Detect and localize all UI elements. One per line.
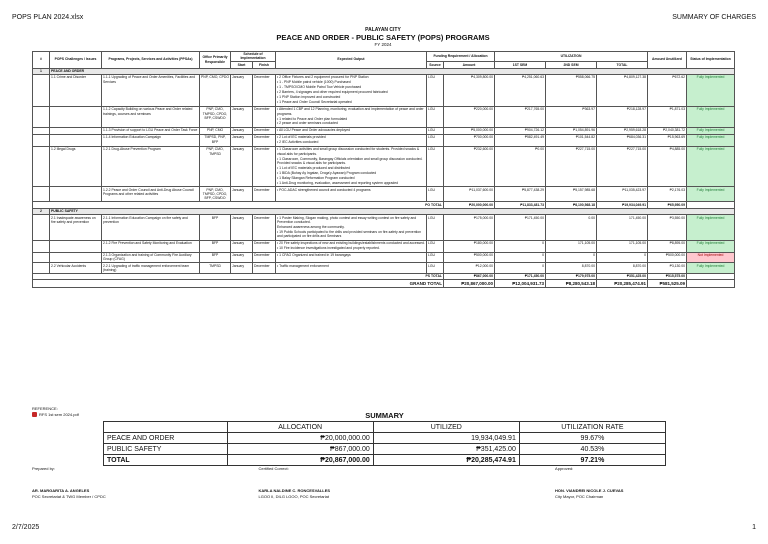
challenge-cell	[50, 106, 102, 127]
summary-total-row	[104, 455, 666, 466]
ppa-cell: 2.1.3 Organization and training of Community Fire Auxiliary Group (CFAG)	[102, 252, 200, 263]
pdf-icon	[32, 412, 37, 417]
pops-plan-table	[32, 51, 735, 289]
grand-total-row	[33, 280, 735, 288]
total-cell: ₱684,036.31	[597, 134, 648, 146]
status-badge: Fully Implemented	[687, 187, 735, 202]
summary-header-rate: UTILIZATION RATE	[519, 422, 665, 433]
amount-cell: ₱500,000.00	[444, 252, 495, 263]
certified-signatory	[259, 488, 486, 500]
expected-output-cell	[276, 263, 427, 274]
expected-output-item: • 1 Classroom activities and small group discussion conducted for students. Provided snacks & visual aids for participants.	[277, 147, 420, 156]
table-row	[33, 187, 735, 202]
finish-cell: December	[253, 106, 276, 127]
subtotal-amount: ₱20,000,000.00	[444, 202, 495, 208]
approved-label: Approved:	[555, 466, 574, 471]
subtotal-sem1: ₱11,833,481.73	[495, 202, 546, 208]
expected-output-item: • 1 Classroom, Community, Barangay Officials orientation and small group discussion conducted. Provided snacks & visual aids for participants.	[277, 156, 423, 165]
row-number-cell	[33, 74, 50, 106]
row-number-cell	[33, 215, 50, 241]
summary-header-allocation: ALLOCATION	[227, 422, 373, 433]
subtotal-label: PS TOTAL	[33, 273, 444, 279]
col-unutilized: Amount Unutilized	[648, 51, 687, 68]
expected-output-cell	[276, 252, 427, 263]
sem1-cell: 0	[495, 240, 546, 252]
subtotal-sem2: ₱8,100,568.18	[546, 202, 597, 208]
challenge-cell: 2.1 Inadequate awareness on fire safety and prevention	[50, 215, 102, 241]
total-cell: ₱11,035,423.97	[597, 187, 648, 202]
ppa-cell: 1.2.1 Drug-Abuse Prevention Program	[102, 146, 200, 186]
col-source: Source	[427, 62, 444, 68]
ppa-cell: 1.1.4 Information Education Campaign	[102, 134, 200, 146]
col-expected: Expected Output	[276, 51, 427, 68]
expected-output-cell	[276, 240, 427, 252]
total-cell: 0	[597, 252, 648, 263]
subtotal-unutilized: ₱515,575.00	[648, 273, 687, 279]
section-label: PUBLIC SAFETY	[50, 208, 735, 214]
challenge-cell: 2.2 Vehicular Accidents	[50, 263, 102, 274]
expected-output-item: • 1 related to Peace and Order plan formulated	[277, 116, 348, 121]
finish-cell: December	[253, 74, 276, 106]
finish-cell: December	[253, 187, 276, 202]
expected-output-item: Enhanced awareness among the community.	[277, 224, 345, 229]
office-cell: PNP, CMO, TMPSD	[200, 146, 231, 186]
expected-output-cell	[276, 134, 427, 146]
prepared-name: AR. MARGARITA A. ANGELES	[32, 488, 90, 493]
office-cell: TMPSD	[200, 263, 231, 274]
prepared-signatory	[32, 488, 259, 500]
source-cell: LGU	[427, 263, 444, 274]
row-number-cell	[33, 127, 50, 134]
amount-cell: ₱5,000,000.00	[444, 127, 495, 134]
expected-output-item: • 1 Poster Making, Slogan making, photo contest and essay writing contest on fire safety and Prevention conducted.	[277, 215, 417, 224]
certified-title: LGOO II, DILG LGOO, POC Secretariat	[258, 494, 329, 499]
table-row	[33, 74, 735, 106]
office-cell: BFP	[200, 240, 231, 252]
subtotal-total: ₱19,934,049.91	[597, 202, 648, 208]
ppa-cell: 1.2.2 Peace and Order Council and Anti-Drug Abuse Council Programs and other related activities	[102, 187, 200, 202]
subtotal-sem2: ₱179,975.00	[546, 273, 597, 279]
status-badge: Fully Implemented	[687, 106, 735, 127]
sheet-name: SUMMARY OF CHARGES	[672, 14, 756, 21]
challenge-cell	[50, 187, 102, 202]
expected-output-cell	[276, 74, 427, 106]
source-cell: LGU	[427, 187, 444, 202]
unutilized-cell: ₱15,963.69	[648, 134, 687, 146]
finish-cell: December	[253, 215, 276, 241]
unutilized-cell: ₱3,130.00	[648, 263, 687, 274]
amount-cell: ₱220,000.00	[444, 106, 495, 127]
col-schedule: Schedule of Implementation	[231, 51, 276, 62]
col-sem1: 1ST SEM	[495, 62, 546, 68]
grand-total-sem2: ₱8,280,543.18	[546, 280, 597, 288]
challenge-cell	[50, 252, 102, 263]
finish-cell: December	[253, 240, 276, 252]
col-amount: Amount	[444, 62, 495, 68]
amount-cell: ₱175,000.00	[444, 215, 495, 241]
sem2-cell: ₱1,054,891.96	[546, 127, 597, 134]
challenge-cell: 1.1 Crime and Disorder	[50, 74, 102, 106]
expected-output-cell	[276, 215, 427, 241]
status-badge: Fully Implemented	[687, 127, 735, 134]
expected-output-item: • Attended 1 CBP and 12 Planning, monitoring, evaluation and implementation of peace and order programs.	[277, 107, 424, 116]
unutilized-cell: ₱1,871.03	[648, 106, 687, 127]
expected-output-item: • 1 - PNP Mobile patrol vehicle (1000) Purchased	[277, 80, 351, 85]
unutilized-cell: ₱3,550.00	[648, 215, 687, 241]
amount-cell: ₱12,000.00	[444, 263, 495, 274]
expected-output-item: • 2 Lot of IEC materials provided	[277, 135, 326, 140]
table-row	[33, 215, 735, 241]
expected-output-item: • 2 Barriers, 4 signages and other required equipment procured fabricated	[277, 90, 388, 95]
source-cell: LGU	[427, 252, 444, 263]
summary-header-utilized: UTILIZED	[373, 422, 519, 433]
sem2-cell: ₱101,544.82	[546, 134, 597, 146]
total-cell: ₱218,128.97	[597, 106, 648, 127]
sem1-cell: ₱171,450.00	[495, 215, 546, 241]
start-cell: January	[231, 74, 253, 106]
total-cell: ₱227,715.00	[597, 146, 648, 186]
table-row	[33, 106, 735, 127]
page-number: 1	[752, 524, 756, 531]
approved-name: HON. VIANDREI NICOLE J. CUEVAS	[555, 488, 624, 493]
document	[32, 28, 734, 288]
office-cell: PNP, CMO, TMPSD, CPDO, BFP, CSWDO	[200, 106, 231, 127]
expected-output-item: • 1 - TMPSO/CMO Mobile Patrol Tow Vehicle purchased	[277, 85, 362, 90]
summary-utilized: ₱351,425.00	[373, 444, 519, 455]
reference-link[interactable]	[32, 412, 79, 418]
start-cell: January	[231, 127, 253, 134]
source-cell: LGU	[427, 215, 444, 241]
col-status: Status of Implementation	[687, 51, 735, 68]
unutilized-cell: ₱672.62	[648, 74, 687, 106]
finish-cell: December	[253, 146, 276, 186]
summary-row	[104, 444, 666, 455]
expected-output-item: • 1 PNP Station improved and constructed	[277, 95, 341, 100]
unutilized-cell: ₱2,176.03	[648, 187, 687, 202]
sem1-cell: ₱0.00	[495, 146, 546, 186]
col-finish: Finish	[253, 62, 276, 68]
summary-utilized: 19,934,049.91	[373, 433, 519, 444]
challenge-cell	[50, 240, 102, 252]
sem2-cell: 171,105.00	[546, 240, 597, 252]
grand-total-blank	[687, 280, 735, 288]
sem2-cell: ₱5,157,985.68	[546, 187, 597, 202]
start-cell: January	[231, 134, 253, 146]
sem2-cell: 0	[546, 252, 597, 263]
source-cell: LGU	[427, 106, 444, 127]
ppa-cell: 2.1.2 Fire Prevention and Safety Monitoring and Evaluation	[102, 240, 200, 252]
subtotal-sem1: ₱171,450.00	[495, 273, 546, 279]
start-cell: January	[231, 187, 253, 202]
challenge-cell	[50, 127, 102, 134]
grand-total-sem1: ₱12,004,931.73	[495, 280, 546, 288]
status-badge: Fully Implemented	[687, 240, 735, 252]
summary-total-label: TOTAL	[104, 455, 228, 466]
subtotal-unutilized: ₱65,950.09	[648, 202, 687, 208]
ppa-cell: 1.1.3 Provision of support to LGU Peace and Order Task Force	[102, 127, 200, 134]
total-cell: ₱4,809,127.38	[597, 74, 648, 106]
office-cell: PNP, CMO, TMPSD, CPDO, BFP, CSWDO	[200, 187, 231, 202]
ppa-cell: 2.1.1 Information Education Campaign on fire safety and prevention	[102, 215, 200, 241]
grand-total-label: GRAND TOTAL	[33, 280, 444, 288]
sem1-cell: 0	[495, 263, 546, 274]
office-cell: PNP, CMO	[200, 127, 231, 134]
sem1-cell: ₱582,491.49	[495, 134, 546, 146]
certified-label: Certified Correct:	[258, 466, 289, 471]
col-challenges: POPS Challenges / Issues	[50, 51, 102, 68]
col-sem2: 2ND SEM	[546, 62, 597, 68]
expected-output-item: • 2 Office Fixtures and 2 equipment procured for PNP Station	[277, 75, 369, 80]
summary-header-blank	[104, 422, 228, 433]
amount-cell: ₱11,037,600.00	[444, 187, 495, 202]
finish-cell: December	[253, 263, 276, 274]
sem2-cell: ₱558,066.75	[546, 74, 597, 106]
subtotal-amount: ₱867,000.00	[444, 273, 495, 279]
grand-total-total: ₱20,285,474.91	[597, 280, 648, 288]
sem2-cell: ₱363.97	[546, 106, 597, 127]
sem1-cell: ₱4,251,060.63	[495, 74, 546, 106]
col-ppas: Programs, Projects, Services and Activities (PPSAs)	[102, 51, 200, 68]
row-number-cell	[33, 187, 50, 202]
challenge-cell	[50, 134, 102, 146]
table-row	[33, 127, 735, 134]
page-header	[12, 14, 756, 21]
source-cell: LGU	[427, 240, 444, 252]
status-badge: Fully Implemented	[687, 74, 735, 106]
row-number-cell	[33, 134, 50, 146]
expected-output-item: • 1 Balay Silangan Reformation Program conducted	[277, 175, 355, 180]
row-number-cell	[33, 240, 50, 252]
amount-cell: ₱700,000.00	[444, 134, 495, 146]
sem2-cell: 8,870.00	[546, 263, 597, 274]
file-name: POPS PLAN 2024.xlsx	[12, 14, 84, 21]
ppa-cell: 1.1.1 Upgrading of Peace and Order Amenities, Facilities and Services	[102, 74, 200, 106]
reference-block	[32, 406, 79, 417]
sem2-cell: ₱227,715.00	[546, 146, 597, 186]
expected-output-item: • 10 Fire incidence investigations investigated and properly reported.	[277, 246, 380, 251]
office-cell: TMPSD, PNP, BFP	[200, 134, 231, 146]
table-row	[33, 263, 735, 274]
total-cell: ₱2,959,618.28	[597, 127, 648, 134]
summary-rate: 40.53%	[519, 444, 665, 455]
start-cell: January	[231, 240, 253, 252]
challenge-cell: 1.2 Illegal Drugs	[50, 146, 102, 186]
signature-block	[32, 466, 732, 500]
col-utilization: UTILIZATION	[495, 51, 648, 62]
source-cell: LGU	[427, 134, 444, 146]
subtotal-total: ₱351,425.00	[597, 273, 648, 279]
status-badge: Fully Implemented	[687, 146, 735, 186]
start-cell: January	[231, 215, 253, 241]
summary-block	[103, 411, 666, 466]
unutilized-cell: ₱500,000.00	[648, 252, 687, 263]
approved-signatory	[555, 488, 732, 500]
certified-name: KARLA NALDINE C. RONCESVALLES	[258, 488, 331, 493]
row-number-cell	[33, 263, 50, 274]
status-badge: Fully Implemented	[687, 134, 735, 146]
prepared-label: Prepared by:	[32, 466, 55, 471]
table-row	[33, 240, 735, 252]
expected-output-cell	[276, 187, 427, 202]
row-number-cell	[33, 106, 50, 127]
col-funding: Funding Requirement / Allocation	[427, 51, 495, 62]
expected-output-item: • 2 IEC Activities conducted	[277, 140, 319, 145]
summary-table	[103, 421, 666, 466]
reference-link-text: RFS 1st sem 2024.pdf	[39, 411, 79, 417]
header-row	[33, 51, 735, 62]
ppa-cell: 1.1.2 Capacity Building on various Peace and Order related trainings, courses and seminars	[102, 106, 200, 127]
sem1-cell: ₱904,726.12	[495, 127, 546, 134]
print-date: 2/7/2025	[12, 524, 40, 531]
col-start: Start	[231, 62, 253, 68]
expected-output-item: • 1 Lot of IEC materials produced and distributed	[277, 165, 350, 170]
amount-cell: ₱4,309,800.00	[444, 74, 495, 106]
approved-title: City Mayor, POC Chairman	[555, 494, 604, 499]
unutilized-cell: ₱2,040,381.72	[648, 127, 687, 134]
subtotal-label: PO TOTAL	[33, 202, 444, 208]
table-row	[33, 252, 735, 263]
expected-output-item: • 1 Peace and Order Council Secretariat operated	[277, 100, 352, 105]
row-number-cell	[33, 252, 50, 263]
plan-body	[33, 68, 735, 280]
sem2-cell: 0.00	[546, 215, 597, 241]
sem1-cell: ₱5,877,438.29	[495, 187, 546, 202]
expected-output-item: • 1 BIDA (Buhay Ay Ingatan, Droga'y Ayawan) Program conducted	[277, 170, 377, 175]
unutilized-cell: ₱8,895.00	[648, 240, 687, 252]
expected-output-item: • Traffic management enforcement	[277, 263, 329, 268]
row-number-cell	[33, 146, 50, 186]
summary-allocation: ₱867,000.00	[227, 444, 373, 455]
grand-total-unutilized: ₱581,525.09	[648, 280, 687, 288]
total-cell: 171,105.00	[597, 240, 648, 252]
expected-output-cell	[276, 146, 427, 186]
summary-total-utilized: ₱20,285,474.91	[373, 455, 519, 466]
summary-total-allocation: ₱20,867,000.00	[227, 455, 373, 466]
start-cell: January	[231, 106, 253, 127]
expected-output-item: • 20 Fire safety inspections of new and existing buildings/establishments conducted and accessed.	[277, 241, 425, 246]
reference-label: REFERENCE:	[32, 406, 58, 411]
expected-output-item: • 19 Public Schools participated to fire drills and provided seminars on fire-safety and prevention and participated on fire drills and Seminars	[277, 229, 422, 239]
summary-row	[104, 433, 666, 444]
summary-title: SUMMARY	[365, 411, 404, 420]
expected-output-item: • 1 Anti-Drug monitoring, evaluation, assessment and reporting system upgraded	[277, 180, 399, 185]
expected-output-item: • 1 CFAG Organized and trained in 19 barangays	[277, 253, 351, 257]
city-name: PALAYAN CITY	[365, 27, 401, 33]
unutilized-cell: ₱4,885.00	[648, 146, 687, 186]
amount-cell: ₱232,600.00	[444, 146, 495, 186]
section-label: PEACE AND ORDER	[50, 68, 735, 74]
title-block	[32, 28, 734, 48]
amount-cell: ₱180,000.00	[444, 240, 495, 252]
expected-output-item: • All LGU Peace and Order advocacies deployed	[277, 128, 350, 133]
expected-output-cell	[276, 106, 427, 127]
expected-output-cell	[276, 127, 427, 134]
office-cell: BFP	[200, 252, 231, 263]
source-cell: LGU	[427, 127, 444, 134]
finish-cell: December	[253, 134, 276, 146]
office-cell: BFP	[200, 215, 231, 241]
table-row	[33, 134, 735, 146]
expected-output-item: • POC-ADAC strengthened council and conducted 4 programs	[277, 187, 371, 192]
col-total: TOTAL	[597, 62, 648, 68]
table-row	[33, 146, 735, 186]
section-number: 1	[33, 68, 50, 74]
summary-header-row	[104, 422, 666, 433]
fiscal-year: FY 2024	[374, 42, 392, 48]
status-badge: Not Implemented	[687, 252, 735, 263]
report-title: PEACE AND ORDER - PUBLIC SAFETY (POPS) PROGRAMS	[276, 32, 490, 42]
col-num: #	[33, 51, 50, 68]
expected-output-item: • 2 peace and order seminars conducted	[277, 121, 338, 126]
total-cell: 171,450.00	[597, 215, 648, 241]
grand-total-amount: ₱20,867,000.00	[444, 280, 495, 288]
summary-label: PUBLIC SAFETY	[104, 444, 228, 455]
sem1-cell: ₱217,765.00	[495, 106, 546, 127]
finish-cell: December	[253, 252, 276, 263]
prepared-title: POC Secretariat & TWG Member / CPDC	[32, 494, 106, 499]
start-cell: January	[231, 263, 253, 274]
sem1-cell: 0	[495, 252, 546, 263]
source-cell: LGU	[427, 146, 444, 186]
total-cell: 8,870.00	[597, 263, 648, 274]
col-office: Office Primarily Responsible	[200, 51, 231, 68]
summary-rate: 99.67%	[519, 433, 665, 444]
office-cell: PNP, CMO, CPDO	[200, 74, 231, 106]
summary-label: PEACE AND ORDER	[104, 433, 228, 444]
start-cell: January	[231, 146, 253, 186]
section-number: 2	[33, 208, 50, 214]
status-badge: Fully Implemented	[687, 215, 735, 241]
summary-total-rate: 97.21%	[519, 455, 665, 466]
start-cell: January	[231, 252, 253, 263]
finish-cell: December	[253, 127, 276, 134]
summary-allocation: ₱20,000,000.00	[227, 433, 373, 444]
page-footer	[12, 524, 756, 531]
source-cell: LGU	[427, 74, 444, 106]
ppa-cell: 2.2.1 Upgrading of traffic management enforcement team (training)	[102, 263, 200, 274]
status-badge: Fully Implemented	[687, 263, 735, 274]
